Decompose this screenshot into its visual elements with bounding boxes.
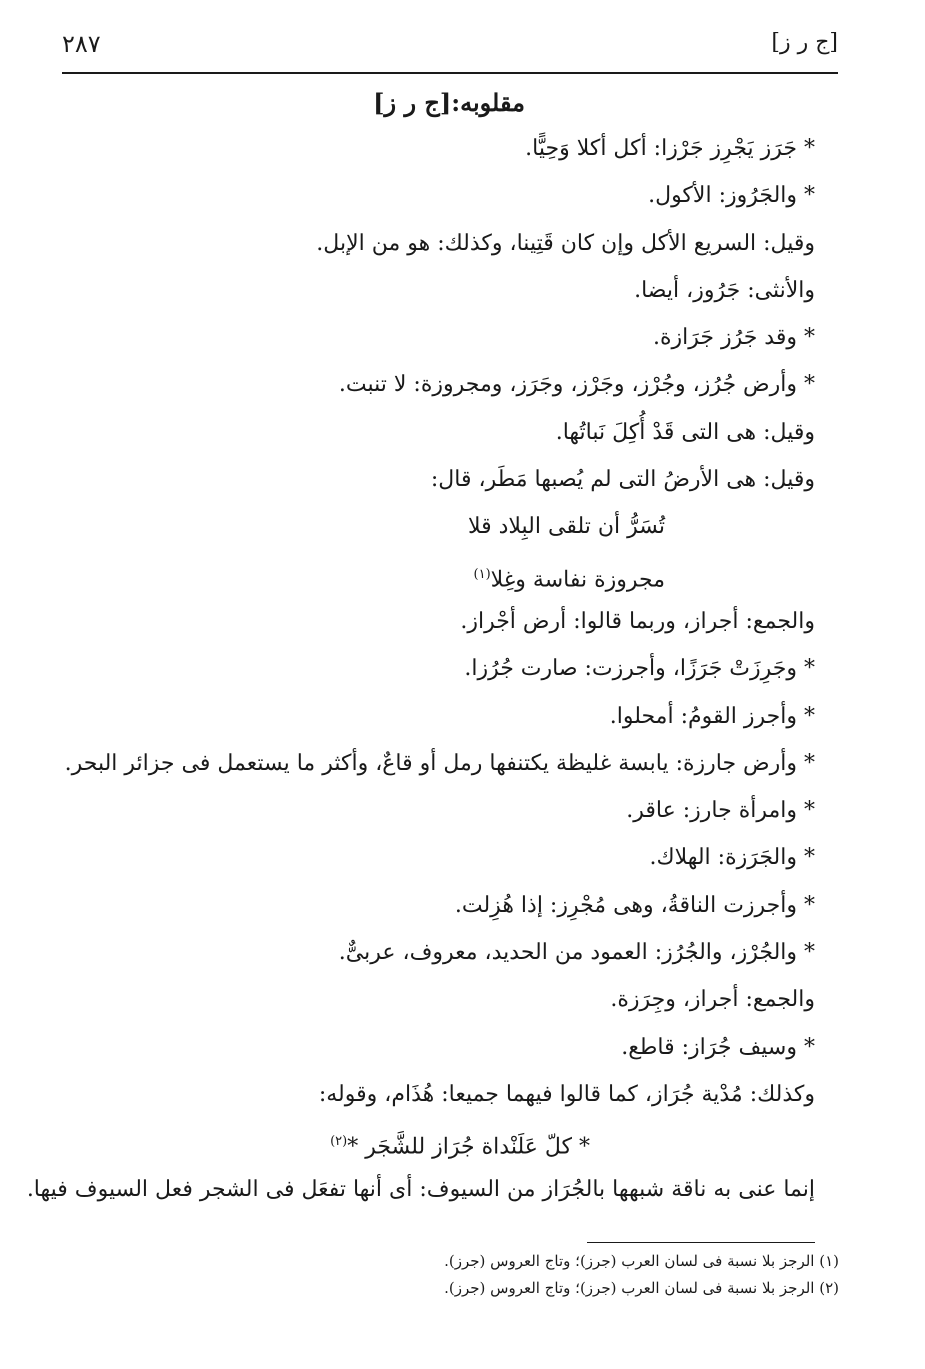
text-line: والجمع: أجراز، وربما قالوا: أرض أجْراز. bbox=[460, 608, 815, 634]
page-number: ٢٨٧ bbox=[62, 30, 101, 58]
text-line: * والجَرَزة: الهلاك. bbox=[649, 845, 815, 871]
text-line: * جَرَز يَجْرِز جَرْزا: أكل أكلا وَحِيًّا. bbox=[525, 136, 815, 161]
text-line: * وأجرز القومُ: أمحلوا. bbox=[609, 703, 815, 729]
text-line: * والجُرْز، والجُرُز: العمود من الحديد، معروف، عربىٌّ. bbox=[338, 940, 815, 966]
page-header bbox=[62, 30, 838, 66]
verse-line bbox=[45, 512, 815, 559]
footnote-mark: (٢) bbox=[330, 1134, 348, 1150]
footnote: (١) الرجز بلا نسبة فى لسان العرب (جرز)؛ وتاج العروس (جرز). bbox=[444, 1252, 839, 1270]
section-title: مقلوبه:[ج ر ز] bbox=[373, 88, 525, 117]
text-line: وقيل: السريع الأكل وإن كان قَتِينا، وكذلك: هو من الإبل. bbox=[316, 230, 815, 256]
text-line: والجمع: أجراز، وجِرَزة. bbox=[610, 987, 815, 1013]
header-root: [ج ر ز] bbox=[771, 30, 838, 55]
text-line: * والجَرُوز: الأكول. bbox=[648, 183, 815, 209]
text-line: * وسيف جُرَاز: قاطع. bbox=[621, 1034, 815, 1060]
text-line: * وجَرِزَتْ جَرَزًا، وأجرزت: صارت جُرُزا. bbox=[464, 656, 815, 682]
text-line: إنما عنى به ناقة شبهها بالجُرَاز من السيوف: أى أنها تفعَل فى الشجر فعل السيوف فيها. bbox=[26, 1176, 815, 1202]
text-line: * وأجرزت الناقةُ، وهى مُجْرِز: إذا هُزِلت. bbox=[454, 892, 815, 918]
footnotes bbox=[444, 1248, 839, 1302]
text-line: * وقد جَرُز جَرَازة. bbox=[652, 325, 815, 351]
text-line: * وامرأة جارز: عاقر. bbox=[626, 798, 815, 824]
text-line: * وأرض جارزة: يابسة غليظة يكتنفها رمل أو قاعٌ، وأكثر ما يستعمل فى جزائر البحر. bbox=[64, 750, 815, 776]
text-line: وقيل: هى الأرضُ التى لم يُصبها مَطَر، قال: bbox=[430, 467, 815, 493]
header-rule bbox=[62, 72, 838, 74]
entry-text bbox=[26, 134, 815, 1222]
text-line: وكذلك: مُدْية جُرَاز، كما قالوا فيهما جميعا: هُذَام، وقوله: bbox=[318, 1081, 815, 1107]
footnote: (٢) الرجز بلا نسبة فى لسان العرب (جرز)؛ وتاج العروس (جرز). bbox=[444, 1279, 839, 1297]
verse-text: مجروزة نفاسة وغِلا bbox=[490, 567, 665, 592]
verse-line bbox=[45, 1127, 815, 1174]
text-line: * وأرض جُرُز، وجُرْز، وجَرْز، وجَرَز، ومجروزة: لا تنبت. bbox=[338, 372, 815, 398]
footnote-rule bbox=[587, 1242, 815, 1243]
footnote-mark: (١) bbox=[473, 566, 491, 582]
verse-text: تُسَرُّ أن تلقى البِلاد قلا bbox=[467, 514, 665, 540]
verse-line bbox=[45, 560, 815, 607]
text-line: والأنثى: جَرُوز، أيضا. bbox=[634, 277, 815, 303]
text-line: وقيل: هى التى قَدْ أُكِلَ نَباتُها. bbox=[555, 419, 815, 445]
verse-text: * كلّ عَلَنْداة جُرَاز للشَّجَر * bbox=[347, 1134, 590, 1160]
